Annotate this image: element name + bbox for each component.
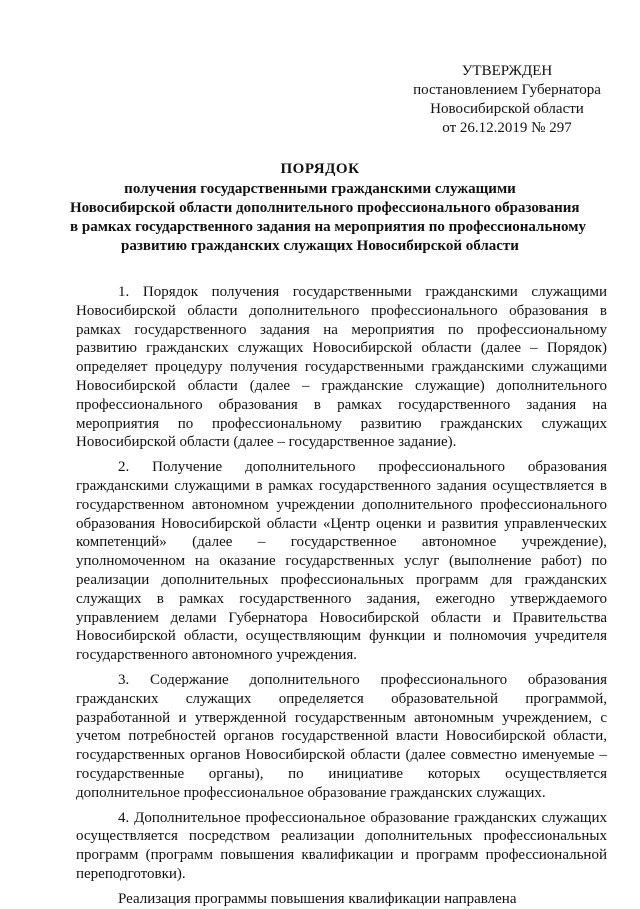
approval-status: УТВЕРЖДЕН xyxy=(461,63,553,79)
paragraph-5: Реализация программы повышения квалификации направлена xyxy=(118,890,517,907)
document-title xyxy=(70,160,586,256)
paragraph-3: 3. Содержание дополнительного профессионального образования гражданских служащих определяется образовательной программой, разработанной и утвержденной государственным автономным учреждением, с учетом потребностей органов государственной власти Новосибирской области, государственных органов Новосибирской области (далее совместно именуемые – государственные органы), по инициативе которых осуществляется дополнительное профессиональное образование гражданских служащих. xyxy=(76,671,607,801)
title-heading: ПОРЯДОК xyxy=(280,161,360,177)
title-line-1: получения государственными гражданскими служащими xyxy=(124,181,516,197)
approval-stamp xyxy=(408,62,606,138)
paragraph-4: 4. Дополнительное профессиональное образование гражданских служащих осуществляется посредством реализации дополнительных профессиональных программ (программ повышения квалификации и программ профессиональной переподготовки). xyxy=(76,809,607,882)
approval-authority: постановлением Губернатора xyxy=(413,82,601,98)
title-line-3: в рамках государственного задания на мероприятия по профессиональному xyxy=(70,219,586,235)
title-line-4: развитию гражданских служащих Новосибирской области xyxy=(121,238,519,254)
title-subtitle xyxy=(70,180,586,256)
title-line-2: Новосибирской области дополнительного профессионального образования xyxy=(70,200,580,216)
document-body xyxy=(76,283,607,909)
approval-date-number: от 26.12.2019 № 297 xyxy=(442,120,572,136)
approval-region: Новосибирской области xyxy=(430,101,584,117)
paragraph-2: 2. Получение дополнительного профессионального образования гражданскими служащими в рамках государственного задания осуществляется в государственном автономном учреждении дополнительного профессионального образования Новосибирской области «Центр оценки и развития управленческих компетенций» (далее – государственное автономное учреждение), уполномоченном на оказание государственных услуг (выполнение работ) по реализации дополнительных профессиональных программ для гражданских служащих в рамках государственного задания, ежегодно утверждаемого управлением делами Губернатора Новосибирской области и Правительства Новосибирской области, осуществляющим функции и полномочия учредителя государственного автономного учреждения. xyxy=(76,459,607,664)
paragraph-1: 1. Порядок получения государственными гражданскими служащими Новосибирской области дополнительного профессионального образования в рамках государственного задания на мероприятия по профессиональному развитию гражданских служащих Новосибирской области (далее – Порядок) определяет процедуру получения государственными гражданскими служащими Новосибирской области (далее – гражданские служащие) дополнительного профессионального образования в рамках государственного задания на мероприятия по профессиональному развитию гражданских служащих Новосибирской области (далее – государственное задание). xyxy=(76,284,607,451)
